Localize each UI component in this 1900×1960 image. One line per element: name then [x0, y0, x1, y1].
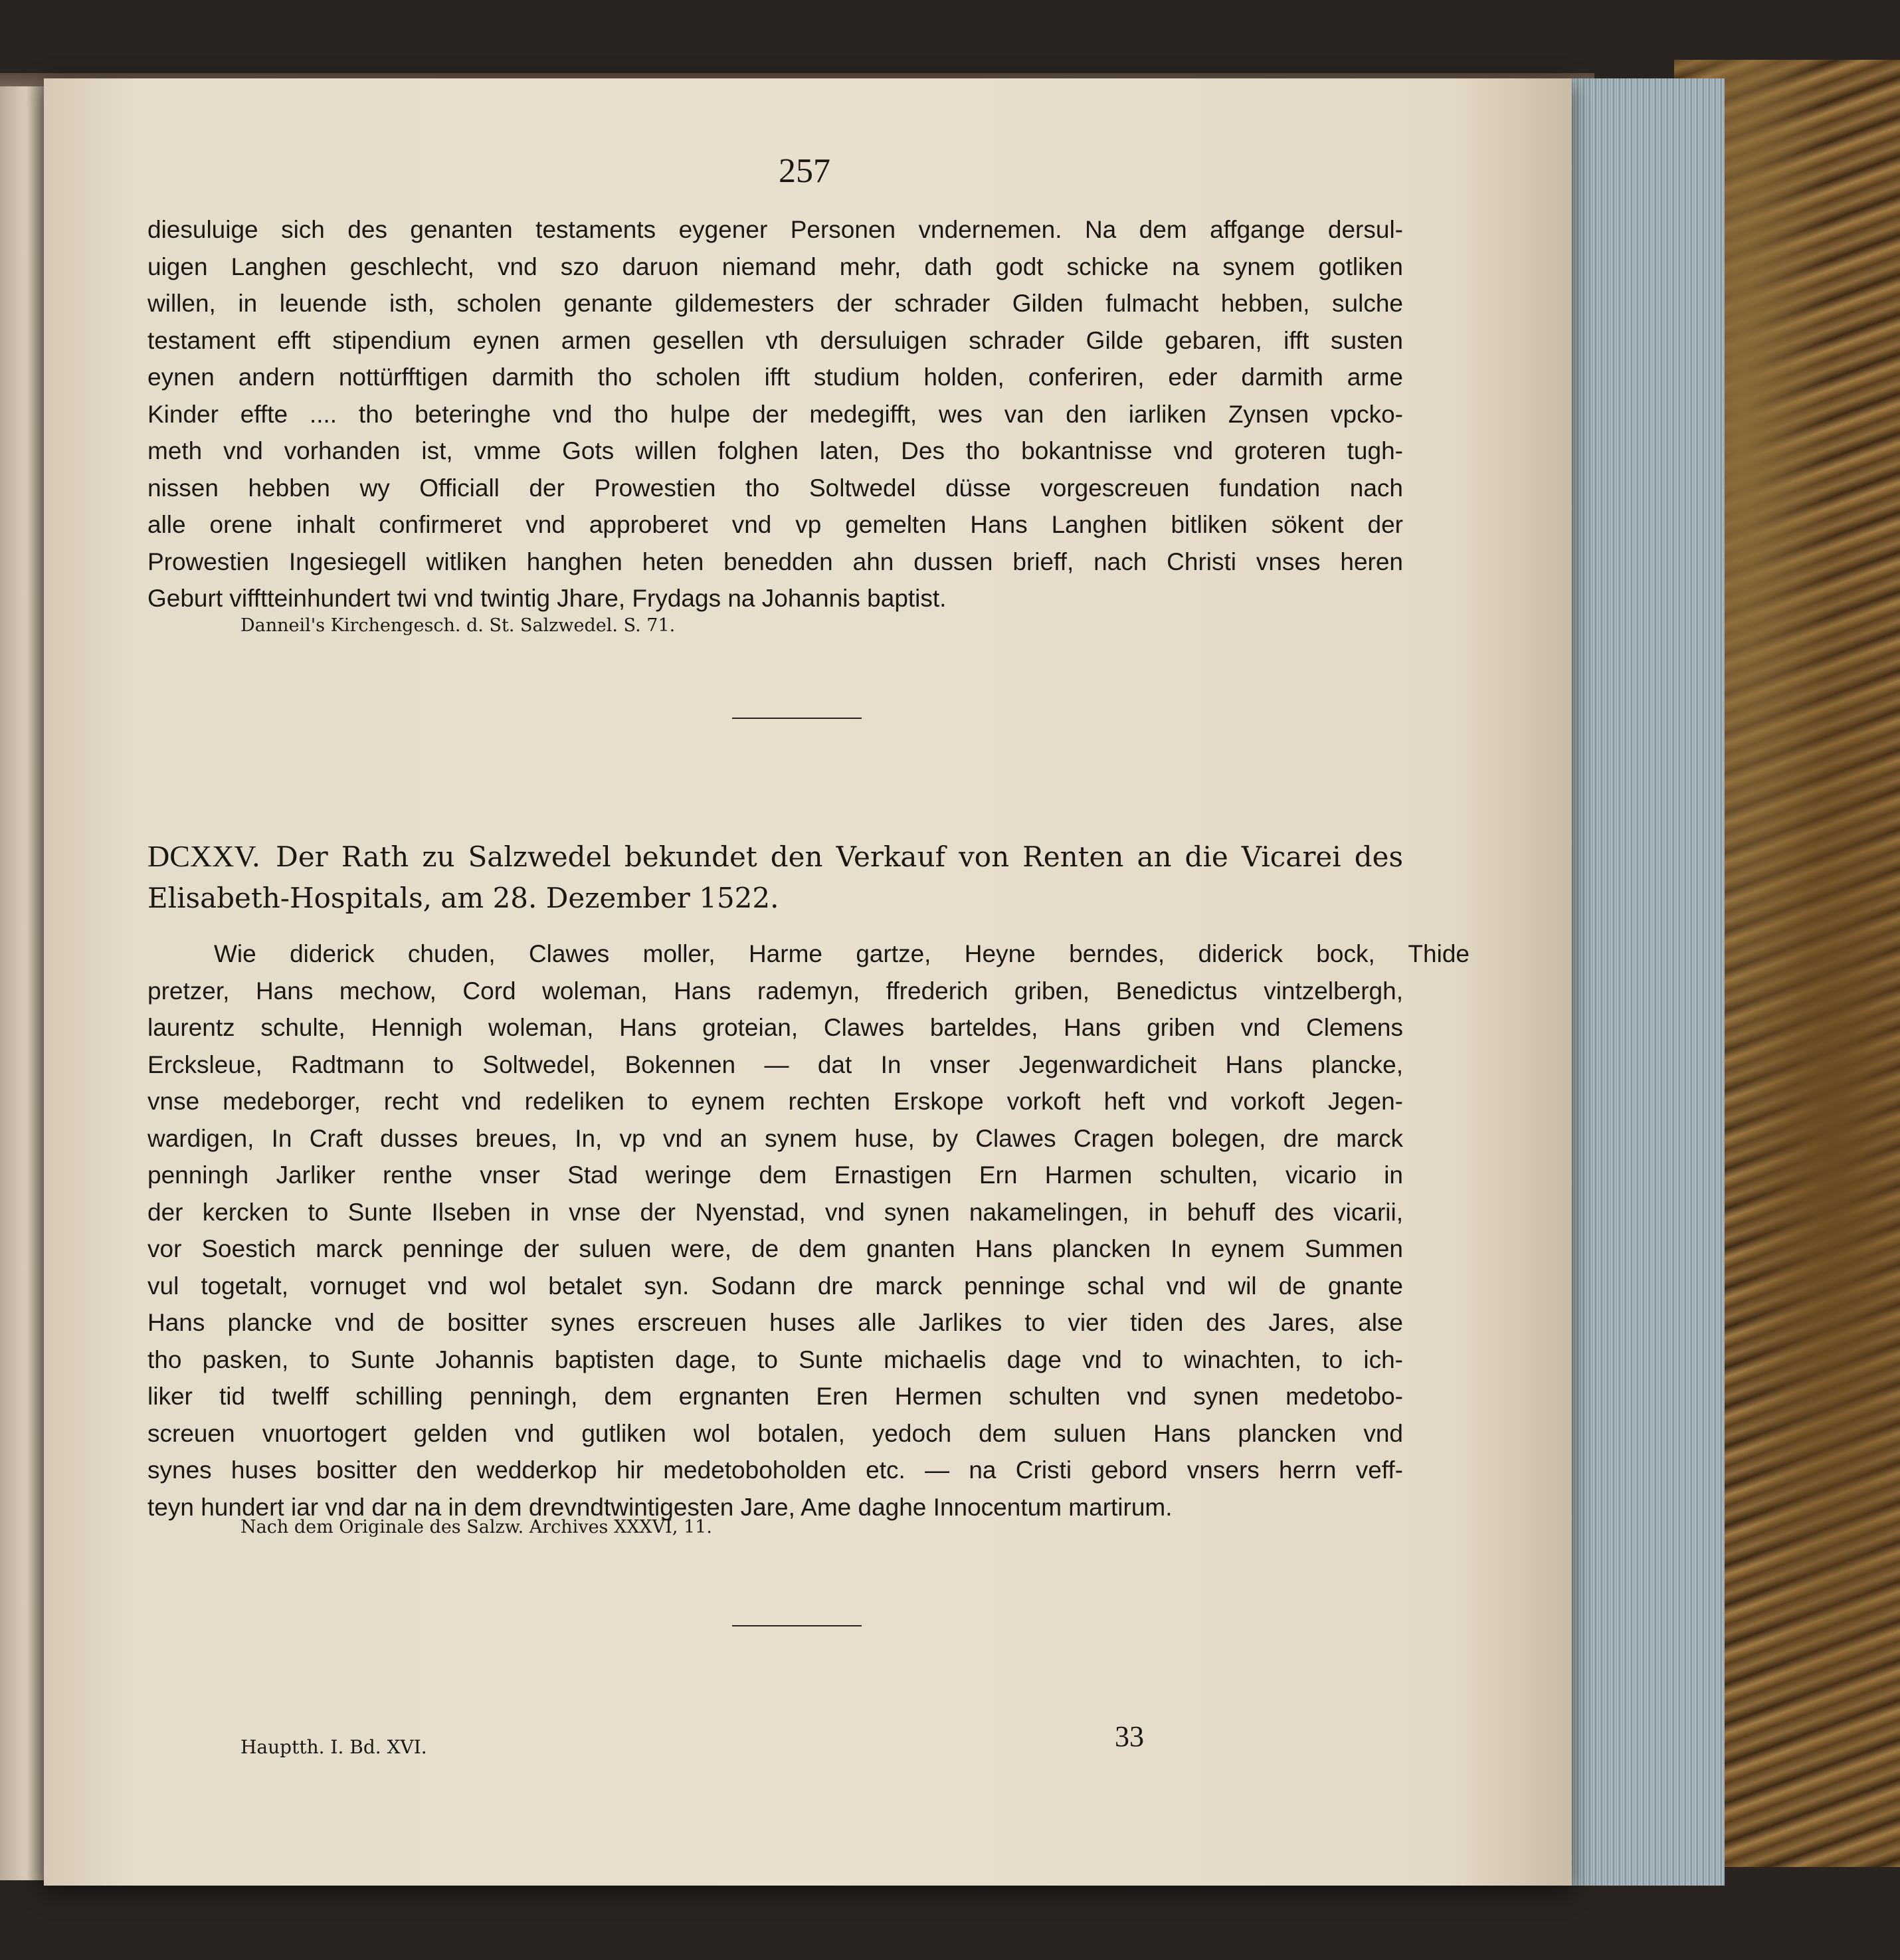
heading-line: [147, 836, 1403, 878]
page-number: 257: [779, 152, 830, 190]
text-line: willen, in leuende isth, scholen genante gildemesters der schrader Gilden fulmacht hebben, sulche: [147, 290, 1403, 317]
text-line: Kinder effte .... tho beteringhe vnd tho hulpe der medegifft, wes van den iarliken Zynsen vpcko-: [147, 400, 1403, 428]
text-line: Ercksleue, Radtmann to Soltwedel, Bokennen — dat In vnser Jegenwardicheit Hans plancke,: [147, 1050, 1403, 1078]
source-citation: Danneil's Kirchengesch. d. St. Salzwedel. S. 71.: [240, 615, 676, 636]
page-stack-edge: [1568, 78, 1725, 1886]
text-line: Wie diderick chuden, Clawes moller, Harme gartze, Heyne berndes, diderick bock, Thide: [214, 940, 1470, 967]
text-line: Geburt vifftteinhundert twi vnd twintig Jhare, Frydags na Johannis baptist.: [147, 585, 947, 612]
document-title-line2: Elisabeth-Hospitals, am 28. Dezember 1522.: [147, 882, 779, 914]
document-title-line1: Der Rath zu Salzwedel bekundet den Verkauf von Renten an die Vicarei des: [276, 840, 1403, 873]
text-line: meth vnd vorhanden ist, vmme Gots willen folghen laten, Des tho bokantnisse vnd groteren tugh-: [147, 437, 1403, 464]
text-line: diesuluige sich des genanten testaments eygener Personen vndernemen. Na dem affgange dersul-: [147, 216, 1403, 243]
text-line: synes huses bositter den wedderkop hir medetoboholden etc. — na Cristi gebord vnsers herrn veff-: [147, 1456, 1403, 1484]
text-line: testament efft stipendium eynen armen gesellen vth dersuluigen schrader Gilde gebaren, ifft susten: [147, 326, 1403, 354]
text-line: pretzer, Hans mechow, Cord woleman, Hans rademyn, ffrederich griben, Benedictus vintzelbergh,: [147, 977, 1403, 1005]
text-line: teyn hundert iar vnd dar na in dem drevndtwintigesten Jare, Ame daghe Innocentum martirum.: [147, 1493, 1173, 1521]
document-number: DCXXV.: [147, 839, 260, 873]
text-line: vnse medeborger, recht vnd redeliken to eynem rechten Erskope vorkoft heft vnd vorkoft Jegen-: [147, 1088, 1403, 1115]
text-line: wardigen, In Craft dusses breues, In, vp vnd an synem huse, by Clawes Cragen bolegen, dre marck: [147, 1124, 1403, 1152]
section-divider: [732, 1625, 862, 1626]
book-page: [44, 78, 1572, 1886]
text-line: screuen vnuortogert gelden vnd gutliken wol botalen, yedoch dem suluen Hans plancken vnd: [147, 1419, 1403, 1447]
text-line: laurentz schulte, Hennigh woleman, Hans groteian, Clawes barteldes, Hans griben vnd Clemens: [147, 1014, 1403, 1041]
section-divider: [732, 718, 862, 719]
text-line: der kercken to Sunte Ilseben in vnse der Nyenstad, vnd synen nakamelingen, in behuff des vicarii,: [147, 1198, 1403, 1226]
text-line: uigen Langhen geschlecht, vnd szo daruon niemand mehr, dath godt schicke na synem gotliken: [147, 252, 1403, 280]
document-heading: [147, 836, 1403, 919]
source-citation: Nach dem Originale des Salzw. Archives XXXVI, 11.: [240, 1517, 712, 1537]
text-line: Hans plancke vnd de bositter synes erscreuen huses alle Jarlikes to vier tiden des Jares, alse: [147, 1309, 1403, 1336]
left-page-edge: [0, 86, 44, 1880]
text-line: eynen andern nottürfftigen darmith tho scholen ifft studium holden, conferiren, eder darmith arme: [147, 363, 1403, 391]
text-line: tho pasken, to Sunte Johannis baptisten dage, to Sunte michaelis dage vnd to winachten, to ich-: [147, 1345, 1403, 1373]
continuation-text: [147, 211, 1403, 617]
text-line: liker tid twelff schilling penningh, dem ergnanten Eren Hermen schulten vnd synen medetobo-: [147, 1383, 1403, 1410]
text-line: vul togetalt, vornuget vnd wol betalet syn. Sodann dre marck penninge schal vnd wil de gnante: [147, 1272, 1403, 1300]
running-footer: Hauptth. I. Bd. XVI.: [240, 1736, 427, 1758]
sheet-signature: 33: [1115, 1720, 1144, 1753]
text-line: Prowestien Ingesiegell witliken hanghen heten benedden ahn dussen brieff, nach Christi vnses heren: [147, 547, 1403, 575]
text-line: vor Soestich marck penninge der suluen were, de dem gnanten Hans plancken In eynem Summen: [147, 1235, 1403, 1262]
text-line: penningh Jarliker renthe vnser Stad weringe dem Ernastigen Ern Harmen schulten, vicario in: [147, 1161, 1403, 1189]
text-line: nissen hebben wy Officiall der Prowestien tho Soltwedel düsse vorgescreuen fundation nach: [147, 474, 1403, 502]
text-line: alle orene inhalt confirmeret vnd approberet vnd vp gemelten Hans Langhen bitliken sökent der: [147, 511, 1403, 538]
document-text: [147, 935, 1470, 1525]
